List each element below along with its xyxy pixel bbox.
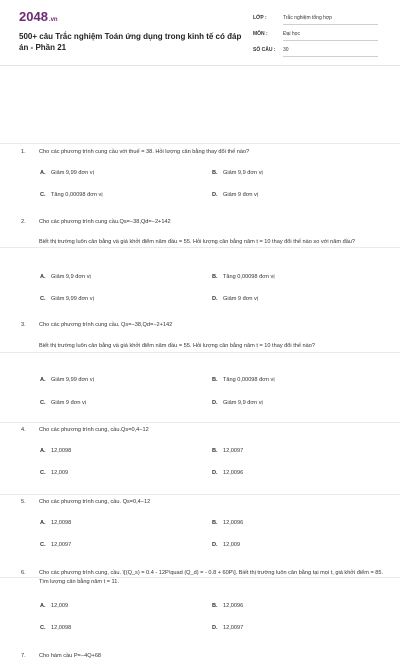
divider	[0, 247, 400, 248]
option-letter: B.	[212, 377, 218, 383]
option-d[interactable]	[212, 191, 258, 200]
meta-value: Đại học	[283, 31, 378, 41]
question-number: 4.	[21, 427, 26, 433]
option-letter: B.	[212, 274, 218, 280]
option-b[interactable]	[212, 376, 275, 385]
option-text: Giảm 9 đơn vị	[223, 296, 259, 302]
option-text: 12,0097	[51, 542, 72, 548]
option-text: Giảm 9 đơn vị	[51, 400, 87, 406]
meta-key: MÔN :	[253, 31, 268, 37]
meta-key: LỚP :	[253, 15, 267, 21]
option-letter: D.	[212, 625, 218, 631]
meta-value: Trắc nghiệm tổng hợp	[283, 15, 378, 25]
option-letter: C.	[40, 296, 46, 302]
question-number: 6.	[21, 570, 26, 576]
option-text: 12,0098	[51, 625, 72, 631]
option-d[interactable]	[212, 469, 243, 478]
option-letter: A.	[40, 520, 46, 526]
option-letter: C.	[40, 625, 46, 631]
question-number: 1.	[21, 149, 26, 155]
question-body: Cho hàm cầu P=−4Q+68	[39, 653, 102, 659]
option-d[interactable]	[212, 295, 258, 304]
logo-suffix: .vn	[48, 17, 58, 23]
divider	[0, 352, 400, 353]
option-letter: D.	[212, 296, 218, 302]
option-text: 12,009	[51, 470, 69, 476]
option-a[interactable]	[40, 519, 71, 528]
question-context: Biết thị trường luôn cân bằng và giá khởi điểm năm đầu = 55. Hỏi lượng cân bằng năm t = 10 thay đổi thế nào?	[39, 343, 315, 349]
option-letter: A.	[40, 170, 46, 176]
option-text: 12,0097	[223, 625, 244, 631]
option-letter: C.	[40, 470, 46, 476]
page-title: 500+ câu Trắc nghiệm Toán ứng dụng trong kinh tế có đáp án - Phần 21	[19, 32, 242, 52]
option-text: Giảm 9,9 đơn vị	[223, 170, 263, 176]
option-text: 12,0098	[51, 520, 72, 526]
question-body: Cho các phương trình cung, cầu.Qs=0,4−12	[39, 427, 149, 433]
option-letter: C.	[40, 542, 46, 548]
option-letter: C.	[40, 400, 46, 406]
question-number: 7.	[21, 653, 26, 659]
option-text: 12,0096	[223, 520, 244, 526]
option-d[interactable]	[212, 399, 263, 408]
option-letter: D.	[212, 192, 218, 198]
option-c[interactable]	[40, 399, 86, 408]
question-context: Biết thị trường luôn cân bằng và giá khởi điểm năm đầu = 55. Hỏi lượng cân bằng năm t = 10 thay đổi thế nào so với năm đầu?	[39, 239, 356, 245]
option-letter: A.	[40, 274, 46, 280]
option-c[interactable]	[40, 541, 71, 550]
option-text: 12,0096	[223, 603, 244, 609]
option-text: Giảm 9,9 đơn vị	[51, 274, 91, 280]
option-text: Giảm 9,99 đơn vị	[51, 170, 94, 176]
option-b[interactable]	[212, 447, 243, 456]
question-number: 3.	[21, 322, 26, 328]
option-letter: B.	[212, 448, 218, 454]
logo-text: 2048	[19, 9, 48, 24]
option-letter: B.	[212, 520, 218, 526]
option-text: 12,0098	[51, 448, 72, 454]
divider	[0, 494, 400, 495]
option-letter: A.	[40, 603, 46, 609]
option-b[interactable]	[212, 519, 243, 528]
option-text: Giảm 9,9 đơn vị	[223, 400, 263, 406]
meta-key: SỐ CÂU :	[253, 47, 276, 53]
option-a[interactable]	[40, 602, 68, 611]
option-letter: B.	[212, 603, 218, 609]
question-body: Cho các phương trình cung cầu. Qs=−38,Qd=−2+142	[39, 322, 173, 328]
question-body: Cho các phương trình cung, cầu. \[(Q_s) = 0.4 - 12P\quad (Q_d) = - 0.8 + 60P\]. Biết thị trường luôn cân bằng tại mọi t, giá khởi điểm = 85. Tìm lượng cân bằng năm t = 11.	[39, 570, 384, 585]
divider	[0, 422, 400, 423]
option-text: 12,009	[51, 603, 69, 609]
page-header	[0, 0, 400, 66]
option-c[interactable]	[40, 469, 68, 478]
option-a[interactable]	[40, 376, 94, 385]
divider	[0, 577, 400, 578]
option-letter: C.	[40, 192, 46, 198]
option-text: Tăng 0,00098 đơn vị	[51, 192, 103, 198]
option-d[interactable]	[212, 541, 240, 550]
option-c[interactable]	[40, 624, 71, 633]
divider	[0, 143, 400, 144]
option-text: Tăng 0,00098 đơn vị	[223, 274, 275, 280]
option-a[interactable]	[40, 447, 71, 456]
option-letter: B.	[212, 170, 218, 176]
question-body: Cho các phương trình cung cầu với thuế = 38. Hỏi lượng cân bằng thay đổi thế nào?	[39, 149, 250, 155]
question-body: Cho các phương trình cung, cầu. Qs=0,4−12	[39, 499, 151, 505]
option-text: 12,009	[223, 542, 241, 548]
option-c[interactable]	[40, 191, 103, 200]
site-logo[interactable]	[19, 9, 58, 24]
question-number: 5.	[21, 499, 26, 505]
option-letter: D.	[212, 542, 218, 548]
option-text: Giảm 9,99 đơn vị	[51, 377, 94, 383]
meta-value: 30	[283, 47, 378, 57]
option-letter: A.	[40, 377, 46, 383]
option-text: 12,0097	[223, 448, 244, 454]
option-text: 12,0096	[223, 470, 244, 476]
option-b[interactable]	[212, 169, 263, 178]
option-text: Tăng 0,00098 đơn vị	[223, 377, 275, 383]
option-letter: D.	[212, 400, 218, 406]
option-c[interactable]	[40, 295, 94, 304]
option-text: Giảm 9 đơn vị	[223, 192, 259, 198]
option-letter: D.	[212, 470, 218, 476]
option-letter: A.	[40, 448, 46, 454]
option-b[interactable]	[212, 273, 275, 282]
question-number: 2.	[21, 219, 26, 225]
option-a[interactable]	[40, 169, 94, 178]
option-text: Giảm 9,99 đơn vị	[51, 296, 94, 302]
option-d[interactable]	[212, 624, 243, 633]
question-body: Cho các phương trình cung cầu.Qs=−38,Qd=−2+142	[39, 219, 171, 225]
option-b[interactable]	[212, 602, 243, 611]
option-a[interactable]	[40, 273, 91, 282]
